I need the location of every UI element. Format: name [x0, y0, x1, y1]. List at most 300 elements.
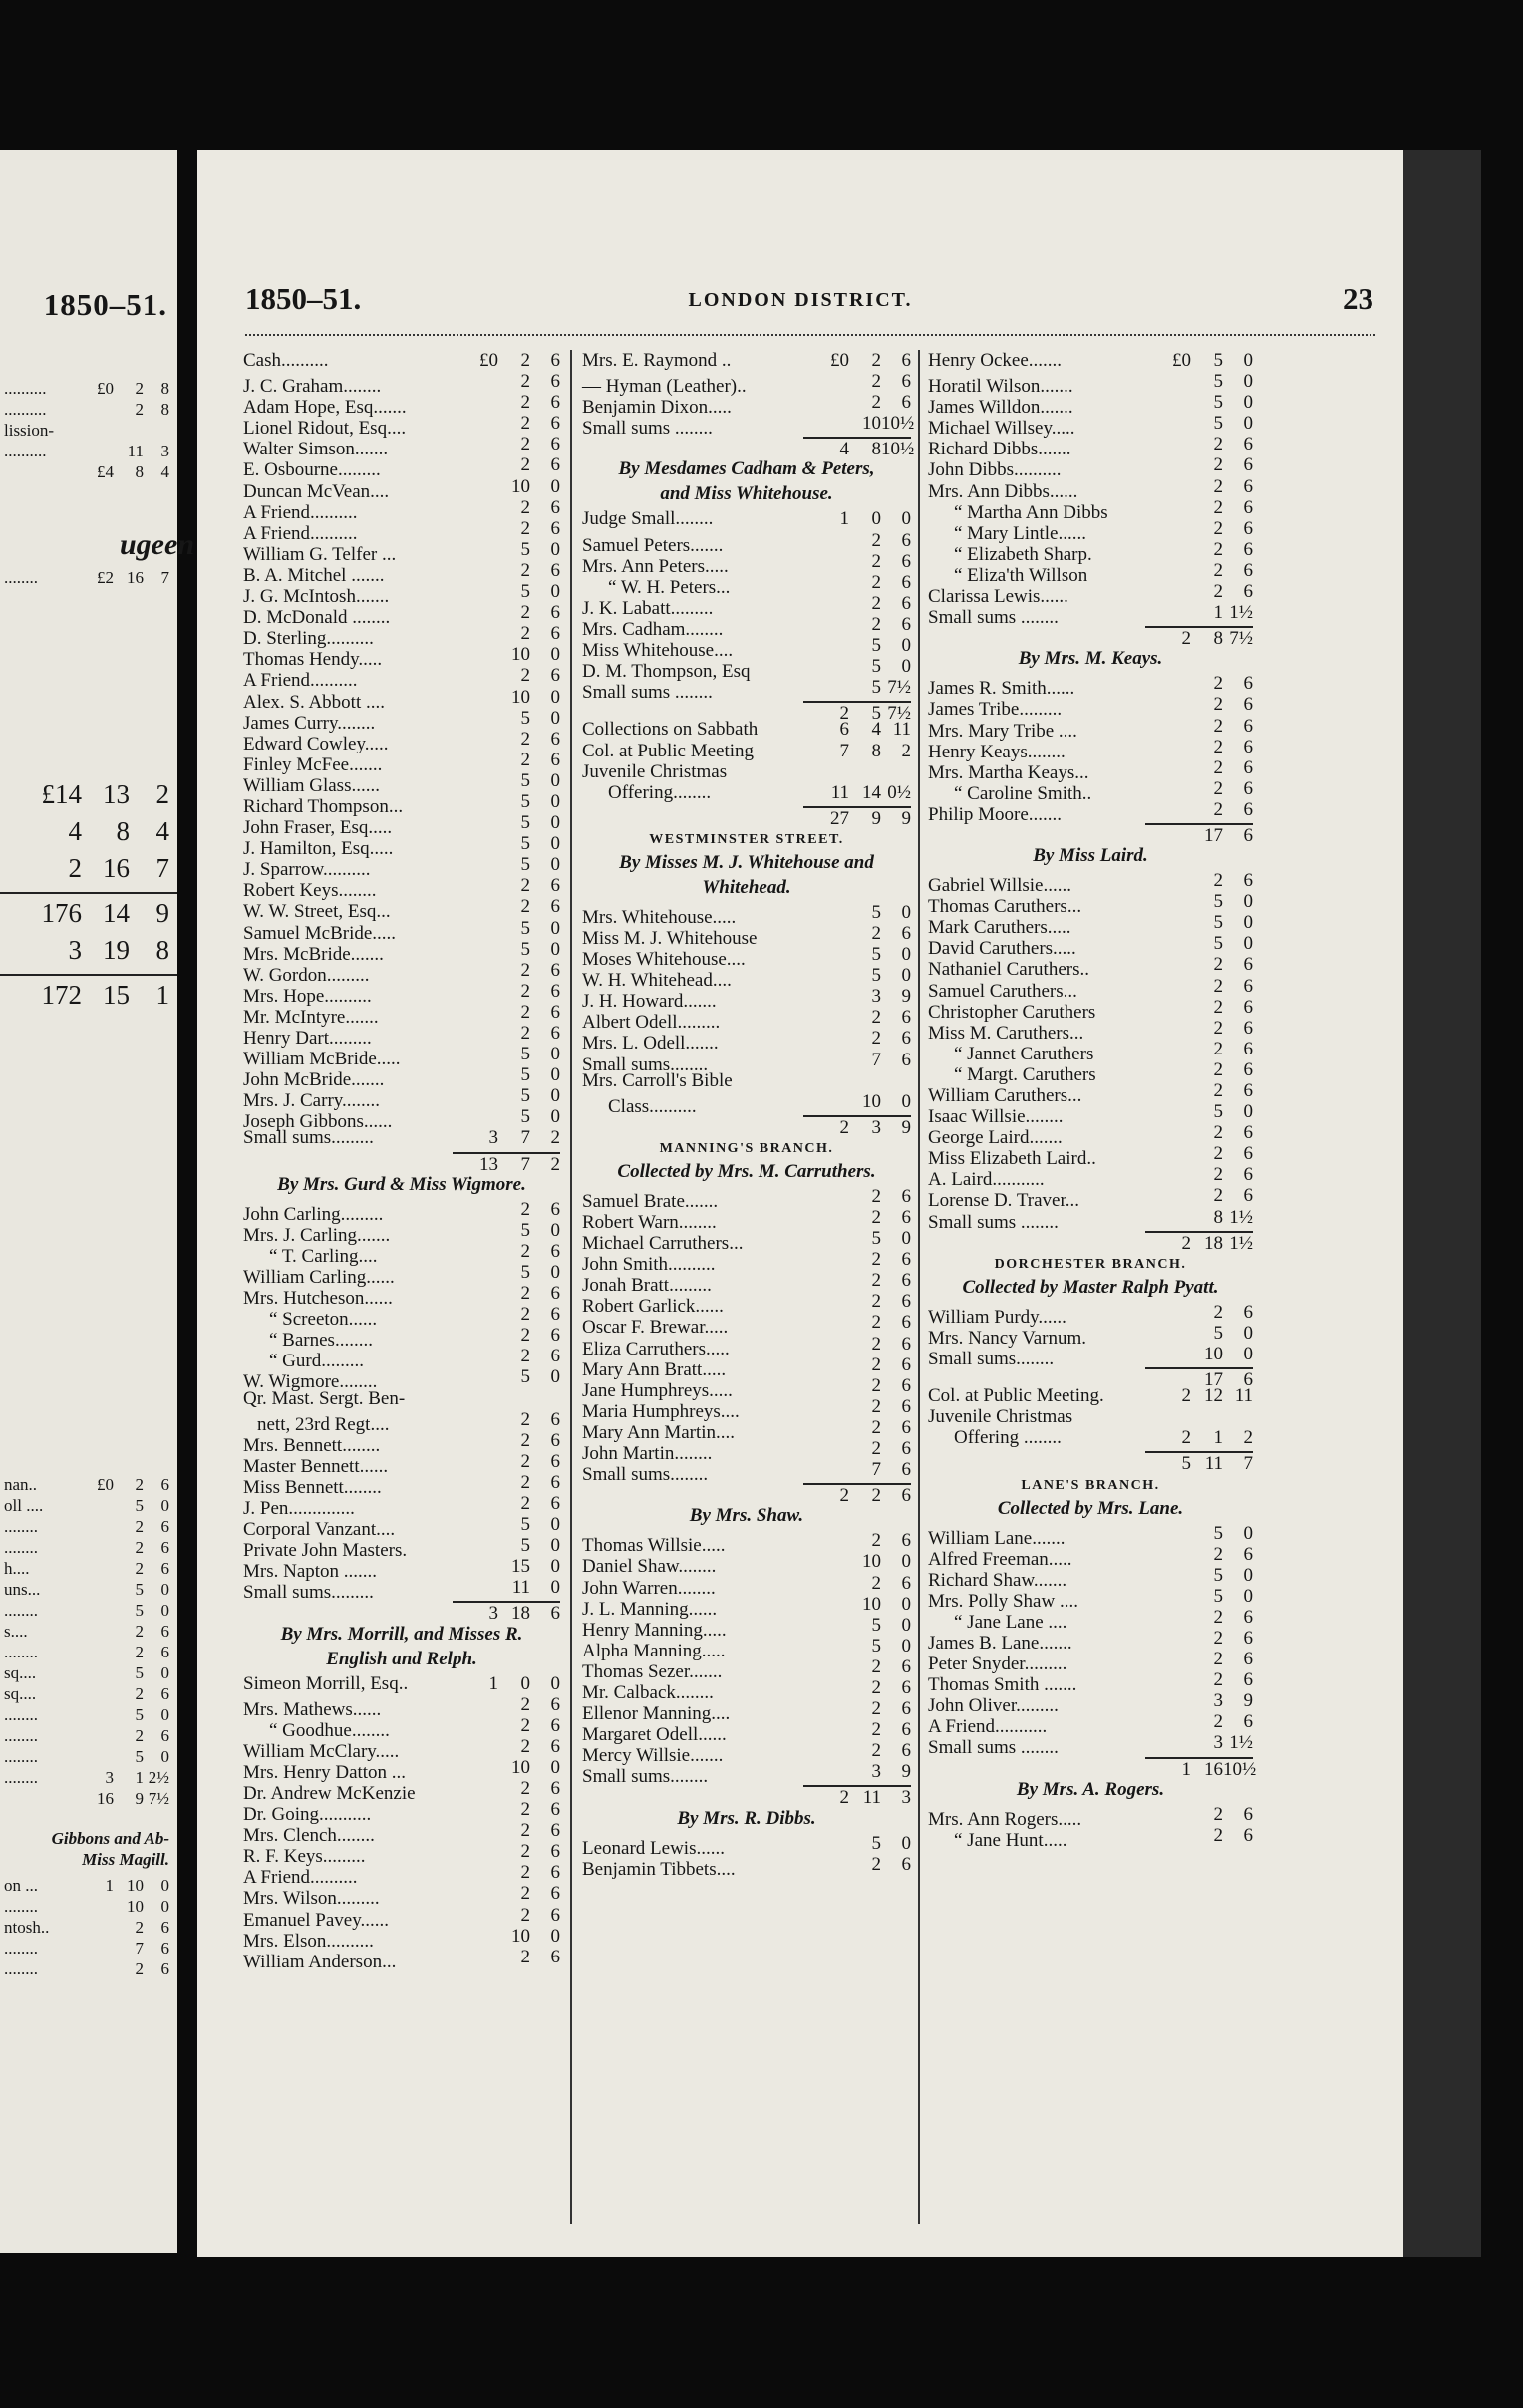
amount-pence: 0 — [550, 644, 560, 666]
amount-pence: 6 — [901, 371, 911, 393]
amount — [1145, 976, 1253, 997]
amount — [1145, 673, 1253, 694]
amount-shillings: 2 — [1213, 559, 1223, 581]
donor-name: “ T. Carling.... — [269, 1245, 378, 1267]
donor-name: Horatil Wilson....... — [928, 376, 1073, 398]
amount-pence: 6 — [901, 1698, 911, 1720]
amount-shillings: 5 — [520, 707, 530, 729]
amount-pence: 10½ — [881, 413, 915, 435]
amount — [453, 1241, 560, 1262]
amount-pounds — [1145, 778, 1191, 799]
amount-pounds — [1145, 1586, 1191, 1607]
donor-name: J. C. Graham........ — [243, 376, 382, 398]
amount-shillings: 2 — [871, 1676, 881, 1698]
donor-name: W. W. Street, Esq... — [243, 901, 391, 923]
amount-pounds: 2 — [839, 1116, 849, 1138]
amount-pence: 0 — [901, 635, 911, 657]
amount-pence: 0 — [1243, 392, 1253, 414]
amount — [453, 1283, 560, 1304]
amount-pounds — [803, 923, 849, 944]
amount-pounds — [453, 687, 498, 708]
amount-pounds: 11 — [830, 781, 849, 803]
amount-shillings: 2 — [520, 1714, 530, 1736]
donor-name: Dr. Andrew McKenzie — [243, 1783, 416, 1804]
donor-name: Duncan McVean.... — [243, 480, 390, 502]
amount-pence: 6 — [1243, 1301, 1253, 1323]
amount — [1145, 602, 1253, 623]
donor-name: Leonard Lewis...... — [582, 1837, 725, 1859]
prev-page-text: ........ — [4, 1897, 38, 1916]
amount — [453, 708, 560, 729]
amount — [1145, 1544, 1253, 1565]
amount — [453, 1220, 560, 1241]
amount-pence: 6 — [901, 1676, 911, 1698]
amount-pounds — [803, 1334, 849, 1354]
amount-shillings: 2 — [520, 1862, 530, 1884]
amount-pence: 6 — [1243, 475, 1253, 497]
amount-shillings: 2 — [520, 623, 530, 645]
amount-shillings: 10 — [862, 413, 881, 435]
section-heading: and Miss Whitehouse. — [660, 483, 833, 505]
amount-pence: 6 — [1243, 454, 1253, 476]
amount — [803, 1334, 911, 1354]
prev-page-amount: 7 — [160, 568, 169, 587]
amount-pounds — [1145, 560, 1191, 581]
amount-shillings: 5 — [520, 1514, 530, 1536]
amount — [1145, 1080, 1253, 1101]
amount-pence: 6 — [901, 1007, 911, 1029]
amount-shillings: 2 — [871, 613, 881, 635]
prev-page-line — [4, 1918, 169, 1938]
donor-name: J. Sparrow.......... — [243, 859, 371, 881]
amount-pounds: £0 — [479, 350, 498, 371]
amount-pence: 2 — [1243, 1427, 1253, 1449]
amount-pounds — [1145, 1101, 1191, 1122]
donor-name: Thomas Caruthers... — [928, 896, 1082, 918]
amount — [453, 518, 560, 539]
amount — [803, 1656, 911, 1677]
donor-name: Walter Simson....... — [243, 439, 389, 460]
amount — [1145, 694, 1253, 715]
amount-shillings: 2 — [871, 1312, 881, 1334]
amount-shillings: 2 — [520, 728, 530, 750]
donor-name: Samuel Caruthers... — [928, 980, 1077, 1002]
prev-page-amount: 0 — [160, 1663, 169, 1682]
amount — [803, 551, 911, 572]
entry-row — [928, 673, 1253, 700]
donor-name: William Anderson... — [243, 1951, 397, 1972]
amount-pounds — [1145, 1302, 1191, 1323]
amount-pence: 6 — [901, 1719, 911, 1741]
amount-pence: 6 — [550, 1714, 560, 1736]
amount — [1145, 1143, 1253, 1164]
prev-page-amount: 2½ — [148, 1768, 169, 1787]
donor-name: John Dibbs.......... — [928, 459, 1062, 481]
amount-pence: 6 — [901, 529, 911, 551]
amount-pounds — [453, 960, 498, 981]
prev-page-amount: 2 — [155, 779, 169, 809]
donor-name: William G. Telfer ... — [243, 543, 397, 565]
amount-shillings: 2 — [520, 392, 530, 414]
amount-shillings: 2 — [1213, 538, 1223, 560]
prev-page-amount: 2 — [135, 1959, 144, 1978]
amount — [453, 1262, 560, 1283]
amount — [1145, 1427, 1253, 1448]
amount-pounds — [453, 1757, 498, 1778]
donor-name: Jonah Bratt......... — [582, 1275, 712, 1297]
amount-pence: 0 — [550, 1044, 560, 1065]
donor-name: “ Mary Lintle...... — [954, 522, 1086, 544]
donor-name: Mrs. Henry Datton ... — [243, 1761, 407, 1783]
donor-name: Small sums ........ — [582, 418, 713, 440]
column-divider — [918, 350, 920, 2224]
amount-pence: 6 — [1243, 538, 1253, 560]
amount — [1145, 476, 1253, 497]
amount-pounds — [1145, 933, 1191, 954]
amount-shillings: 2 — [520, 602, 530, 624]
amount — [803, 1551, 911, 1572]
donor-name: Small sums......... — [243, 1127, 374, 1149]
amount — [1145, 1757, 1257, 1780]
amount-pence: 11 — [892, 719, 911, 741]
amount-pounds: £0 — [1172, 350, 1191, 371]
previous-page-fragment — [0, 150, 194, 2253]
prev-page-amount: £0 — [97, 379, 114, 398]
amount-shillings: 4 — [871, 719, 881, 741]
amount-pence: 6 — [901, 1312, 911, 1334]
donor-name: Michael Carruthers... — [582, 1233, 744, 1255]
amount-pounds — [1145, 1185, 1191, 1206]
amount — [803, 593, 911, 614]
prev-page-line — [4, 1959, 169, 1979]
amount — [1145, 1323, 1253, 1344]
amount-shillings: 2 — [1213, 1017, 1223, 1039]
amount-pounds — [453, 371, 498, 392]
amount-pounds — [453, 1283, 498, 1304]
donor-name: Small sums........ — [928, 1348, 1055, 1369]
prev-page-text: ........ — [4, 1643, 38, 1661]
amount-shillings: 10 — [862, 1593, 881, 1615]
amount — [803, 1636, 911, 1656]
header-year: 1850–51. — [245, 281, 362, 316]
amount-shillings: 11 — [862, 1787, 881, 1809]
amount-shillings: 2 — [871, 1416, 881, 1438]
donor-name: Henry Keays........ — [928, 741, 1066, 762]
donor-name: — Hyman (Leather).. — [582, 376, 747, 398]
amount-shillings: 5 — [520, 1535, 530, 1557]
amount-shillings: 2 — [1213, 1606, 1223, 1628]
amount-shillings: 2 — [1213, 756, 1223, 778]
donor-name: Samuel Peters....... — [582, 534, 724, 556]
donor-name: Thomas Willsie..... — [582, 1535, 726, 1557]
amount — [453, 1002, 560, 1023]
amount-pence: 6 — [1243, 1369, 1253, 1391]
amount-pounds — [803, 656, 849, 677]
prev-page-header: 1850–51. — [43, 287, 167, 322]
amount-shillings: 2 — [1213, 1543, 1223, 1565]
prev-page-amount: 2 — [135, 1559, 144, 1578]
amount-pence: 0 — [550, 1219, 560, 1241]
amount-pounds — [1145, 518, 1191, 539]
amount-shillings: 2 — [871, 392, 881, 414]
amount-pence: 0 — [1243, 1522, 1253, 1544]
amount-shillings: 2 — [520, 1693, 530, 1715]
amount — [1145, 1628, 1253, 1649]
prev-page-amount: 3 — [68, 935, 82, 965]
amount-shillings: 2 — [520, 1735, 530, 1757]
prev-page-amount: 5 — [135, 1663, 144, 1682]
amount-shillings: 10 — [862, 1551, 881, 1573]
prev-page-amount: 5 — [135, 1705, 144, 1724]
amount-pounds — [453, 454, 498, 475]
prev-page-amount: 14 — [103, 898, 130, 928]
donor-name: Cash.......... — [243, 350, 329, 371]
amount-shillings: 2 — [1213, 1301, 1223, 1323]
entry-row — [582, 1832, 911, 1859]
amount-shillings: 2 — [520, 454, 530, 476]
amount — [803, 1459, 911, 1480]
amount-shillings: 2 — [520, 350, 530, 371]
amount-pounds — [453, 476, 498, 497]
amount-pounds — [453, 1883, 498, 1904]
amount — [453, 413, 560, 434]
amount-shillings: 2 — [1213, 1038, 1223, 1059]
entry-row — [582, 508, 911, 529]
prev-page-text: on ... — [4, 1876, 38, 1895]
donor-name: Mrs. Clench........ — [243, 1825, 375, 1847]
amount-shillings: 10 — [511, 686, 530, 708]
entry-row — [243, 1673, 560, 1694]
amount-shillings: 2 — [1213, 673, 1223, 695]
donor-name: Small sums......... — [243, 1582, 374, 1604]
amount — [803, 806, 911, 829]
donor-name: A. Laird........... — [928, 1169, 1045, 1191]
donor-name: Henry Dart......... — [243, 1028, 372, 1049]
prev-page-line — [4, 1789, 169, 1809]
amount-pounds: £0 — [830, 350, 849, 371]
donor-name: William Purdy...... — [928, 1306, 1066, 1328]
amount-pounds — [1145, 1607, 1191, 1628]
amount — [453, 497, 560, 518]
amount-shillings: 2 — [1213, 694, 1223, 716]
amount-pounds: 2 — [1181, 628, 1191, 650]
amount-pounds — [803, 1354, 849, 1375]
amount-pounds — [803, 1007, 849, 1028]
amount — [803, 1719, 911, 1740]
amount — [803, 1483, 911, 1506]
section-heading: Collected by Master Ralph Pyatt. — [962, 1276, 1219, 1298]
amount — [453, 729, 560, 750]
prev-page-text: ........ — [4, 1959, 38, 1978]
amount-pounds — [1145, 1207, 1191, 1228]
amount — [1145, 1565, 1253, 1586]
amount — [453, 644, 560, 665]
amount-pounds — [453, 1778, 498, 1799]
donor-name: Collections on Sabbath — [582, 719, 759, 741]
amount-shillings: 2 — [520, 496, 530, 518]
amount-pence: 6 — [1243, 756, 1253, 778]
amount-pounds — [453, 791, 498, 812]
amount-pence: 6 — [1243, 824, 1253, 846]
amount-pounds — [1145, 1649, 1191, 1669]
amount-pence: 6 — [1243, 1627, 1253, 1649]
amount-pence: 0 — [1243, 371, 1253, 393]
amount-pounds — [803, 1719, 849, 1740]
donor-name: Mrs. Martha Keays... — [928, 761, 1089, 783]
amount-pounds — [1145, 539, 1191, 560]
donor-name: David Caruthers..... — [928, 938, 1076, 960]
amount-pence: 6 — [1243, 517, 1253, 539]
donor-name: Small sums ........ — [928, 607, 1059, 629]
amount — [803, 413, 915, 435]
prev-page-line — [4, 816, 169, 847]
prev-page-line — [4, 1897, 169, 1917]
amount-pence: 6 — [550, 1820, 560, 1842]
amount-pence: 6 — [1243, 777, 1253, 799]
amount-pounds — [1145, 891, 1191, 912]
amount-pounds — [453, 1085, 498, 1106]
amount-shillings: 5 — [871, 965, 881, 987]
amount-pounds: 7 — [839, 740, 849, 761]
amount — [803, 1854, 911, 1875]
amount-pence: 6 — [901, 1572, 911, 1594]
amount-pence: 6 — [901, 1354, 911, 1375]
donor-name: Corporal Vanzant.... — [243, 1519, 396, 1541]
donor-name: J. L. Manning...... — [582, 1598, 718, 1620]
prev-page-amount: 16 — [103, 853, 130, 883]
amount-shillings: 9 — [871, 807, 881, 829]
prev-page-amount: 2 — [135, 1643, 144, 1661]
amount-pounds — [1145, 1628, 1191, 1649]
entry-row — [582, 1530, 911, 1557]
amount-shillings: 2 — [520, 371, 530, 393]
prev-page-line — [4, 1705, 169, 1725]
amount — [803, 1594, 911, 1615]
amount — [1145, 757, 1253, 778]
column-divider — [570, 350, 572, 2224]
prev-page-amount: 8 — [135, 462, 144, 481]
donor-name: Mrs. Whitehouse..... — [582, 906, 737, 928]
donor-name: Mrs. L. Odell....... — [582, 1033, 719, 1054]
donor-name: Moses Whitehouse.... — [582, 949, 746, 971]
amount-pounds — [803, 965, 849, 986]
amount-shillings: 11 — [1204, 1453, 1223, 1475]
amount-pence: 6 — [1243, 1649, 1253, 1670]
amount — [1145, 626, 1253, 649]
amount-pence: 0 — [901, 656, 911, 678]
donor-name: A Friend.......... — [243, 670, 358, 692]
amount-pounds — [1145, 454, 1191, 475]
amount — [453, 1366, 560, 1387]
amount — [453, 918, 560, 939]
branch-heading: MANNING'S BRANCH. — [659, 1140, 834, 1156]
amount-pounds — [453, 623, 498, 644]
amount-pence: 6 — [550, 1778, 560, 1799]
amount-pounds — [803, 1270, 849, 1291]
donor-name: Emanuel Pavey...... — [243, 1909, 389, 1931]
donor-name: W. Gordon......... — [243, 964, 370, 986]
amount-pounds: 2 — [1181, 1427, 1191, 1449]
donor-name: James R. Smith...... — [928, 678, 1075, 700]
donor-name: D. McDonald ........ — [243, 607, 391, 629]
amount-shillings: 2 — [871, 1485, 881, 1507]
amount-pounds — [803, 371, 849, 392]
amount-pounds — [453, 1535, 498, 1556]
amount-shillings: 5 — [520, 833, 530, 855]
entry-row — [928, 371, 1253, 398]
amount — [1145, 434, 1253, 454]
amount-pence: 6 — [1243, 1080, 1253, 1101]
amount — [803, 530, 911, 551]
amount-pence: 0 — [901, 965, 911, 987]
prev-page-amount: 6 — [160, 1517, 169, 1536]
amount-pence: 6 — [901, 1530, 911, 1552]
amount-pence: 0 — [550, 1106, 560, 1128]
donor-name: J. Hamilton, Esq..... — [243, 838, 394, 860]
amount-pounds — [803, 1854, 849, 1875]
amount-shillings: 10 — [511, 1925, 530, 1947]
donor-name: John Fraser, Esq..... — [243, 817, 393, 839]
amount-pounds: 6 — [839, 719, 849, 741]
donor-name: Peter Snyder......... — [928, 1654, 1067, 1675]
amount — [1145, 912, 1253, 933]
amount-shillings: 5 — [871, 1228, 881, 1250]
amount — [803, 1028, 911, 1049]
amount — [803, 1573, 911, 1594]
branch-heading: LANE'S BRANCH. — [1021, 1477, 1160, 1493]
amount-pence: 0 — [1243, 350, 1253, 371]
prev-page-amount: £0 — [97, 1475, 114, 1494]
amount — [1145, 1385, 1253, 1406]
amount — [803, 1291, 911, 1312]
entry-row — [582, 761, 911, 782]
amount-pounds — [453, 750, 498, 770]
donor-name: “ Eliza'th Willson — [954, 564, 1088, 586]
amount — [453, 1577, 560, 1598]
amount-pence: 6 — [901, 350, 911, 371]
donor-name: Richard Shaw....... — [928, 1569, 1067, 1591]
donor-name: E. Osbourne......... — [243, 459, 381, 481]
amount-pence: 0 — [550, 1925, 560, 1947]
amount-pounds — [1145, 976, 1191, 997]
amount — [453, 665, 560, 686]
amount-shillings: 2 — [1213, 581, 1223, 603]
donor-name: nett, 23rd Regt.... — [257, 1413, 390, 1435]
amount — [803, 614, 911, 635]
amount-shillings: 2 — [520, 1492, 530, 1514]
amount-shillings: 2 — [520, 434, 530, 455]
amount — [453, 623, 560, 644]
amount-pounds — [803, 1291, 849, 1312]
amount-pence: 6 — [550, 665, 560, 687]
amount-pounds — [453, 1346, 498, 1366]
amount — [1145, 1825, 1253, 1846]
amount-pounds — [803, 1249, 849, 1270]
amount — [453, 1409, 560, 1430]
amount-pence: 6 — [1243, 1669, 1253, 1691]
amount-pounds — [453, 413, 498, 434]
prev-page-text: ........ — [4, 1538, 38, 1557]
amount-pence: 0 — [901, 508, 911, 530]
amount — [453, 1820, 560, 1841]
amount-shillings: 2 — [1213, 954, 1223, 976]
amount — [803, 1375, 911, 1396]
entry-row — [582, 350, 911, 371]
amount-pence: 0 — [1243, 1564, 1253, 1586]
amount-pounds — [803, 1636, 849, 1656]
amount-pounds — [1145, 799, 1191, 820]
donor-name: Robert Garlick...... — [582, 1296, 724, 1318]
